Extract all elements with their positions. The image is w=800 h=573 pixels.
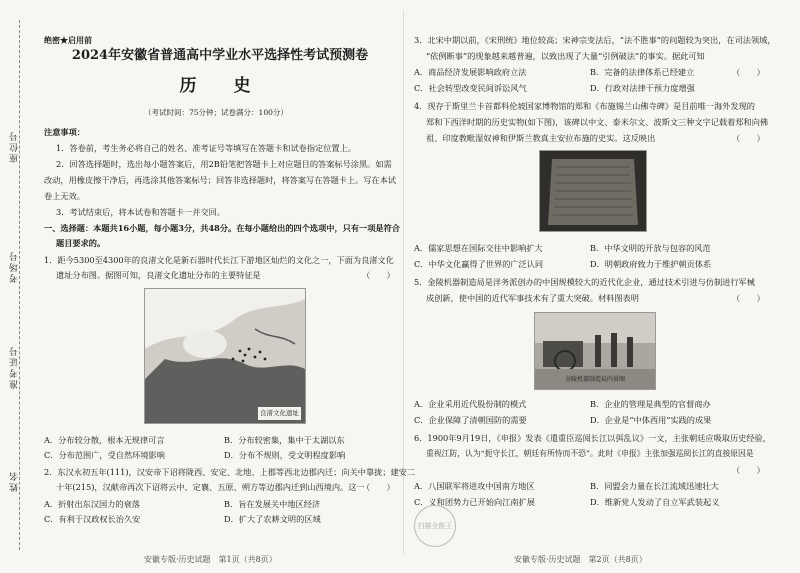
- note-line: 1．答卷前，考生务必将自己的姓名、准考证号等填写在答题卡和试卷指定位置上。: [56, 143, 356, 153]
- map-graphic: [145, 289, 305, 423]
- answer-paren: （ ）: [732, 67, 765, 77]
- exam-info: （考试时间：75分钟；试卷满分：100分）: [144, 108, 288, 117]
- answer-paren: （ ）: [732, 465, 765, 475]
- q1-stem: 1．距今5300至4300年的良渚文化是新石器时代长江下游地区灿烂的文化之一，下面为良渚文化: [44, 255, 394, 265]
- photo-caption: 金陵机器制造局内景图: [564, 376, 625, 384]
- right-page-footer: 安徽专版·历史试题 第2页（共8页）: [514, 555, 647, 564]
- answer-paren: （ ）: [362, 270, 395, 280]
- q6-option-b: B．同盟会力量在长江流域迅速壮大: [590, 481, 719, 491]
- q5-option-d: D．企业是“中体西用”实践的成果: [590, 415, 712, 425]
- zhenghe-stele-photo: [539, 150, 647, 232]
- liangzhu-site-map: [144, 288, 306, 424]
- q5-stem: 5．金陵机器制造局是洋务派创办的中国规模较大的近代化企业，通过技术引进与仿制进行军械: [414, 277, 755, 287]
- q4-option-d: D．明朝政府致力于维护朝贡体系: [590, 259, 712, 269]
- stele-graphic: [540, 151, 646, 231]
- section-heading: 题目要求的。: [56, 238, 106, 248]
- q2-option-a: A．折射出东汉国力的衰落: [44, 499, 140, 509]
- q3-option-b: B．完备的法律体系已经建立: [590, 67, 695, 77]
- q2-stem: 十年(215)，汉献帝再次下诏将云中、定襄、五原、朔方等边郡内迁到山西境内。这一: [56, 482, 365, 492]
- q5-option-c: C．企业保障了清朝国防的需要: [414, 415, 527, 425]
- q4-option-a: A．儒家思想在国际交往中影响扩大: [414, 243, 543, 253]
- answer-paren: （ ）: [362, 482, 395, 492]
- name-label: 姓名: [10, 470, 20, 492]
- binding-margin: [0, 0, 38, 573]
- q1-option-b: B．分布较密集，集中于太湖以东: [224, 435, 345, 445]
- seat-number-label: 座位号: [10, 130, 20, 163]
- q2-stem: 2．东汉永初五年(111)，汉安帝下诏将陇西、安定、北地、上郡等西北边郡内迁；向关中靠拢；建安二: [44, 467, 416, 477]
- q5-option-a: A．企业采用近代股份制的模式: [414, 399, 527, 409]
- q1-stem: 遗址分布图。据图可知，良渚文化遗址分布的主要特征是: [56, 270, 261, 280]
- q2-option-c: C．有利于汉政权长治久安: [44, 514, 141, 524]
- q6-option-d: D．维新党人发动了自立军武装起义: [590, 497, 720, 507]
- q3-option-d: D．行政对法律干预力度增强: [590, 83, 695, 93]
- q6-stem: 重视江防，认为“扼守长江，朝廷有所恃而不恐”。此时《申报》主张加强巡阅长江的直接原因是: [426, 449, 754, 458]
- map-legend-caption: 良渚文化遗址: [258, 407, 301, 420]
- note-line: 3．考试结束后，将本试卷和答题卡一并交回。: [56, 207, 225, 217]
- q3-stem: “依例断事”的现象越来越普遍，以致出现了大量“引例破法”的事实。据此可知: [426, 51, 705, 61]
- answer-paren: （ ）: [732, 133, 765, 143]
- q3-option-a: A．商品经济发展影响政府立法: [414, 67, 527, 77]
- section-heading: 一、选择题：本题共16小题，每小题3分，共48分。在每小题给出的四个选项中，只有一项是符合: [44, 223, 400, 233]
- subject-title: 历 史: [179, 76, 261, 96]
- q4-stem: 郑和下西洋时期的历史实物(如下图)，该碑以中文、泰米尔文、波斯文三种文字记载着郑和向佛: [426, 117, 769, 127]
- room-number-label: 考场号: [10, 250, 20, 283]
- q3-stem: 3．北宋中期以前，《宋刑统》地位较高；宋神宗变法后，“法不胜事”的问题较为突出，在司法领域，: [414, 35, 776, 45]
- q5-stem: 成创新，使中国的近代军事技术有了重大突破。材料图表明: [426, 293, 639, 303]
- q1-option-a: A．分布较分散，根本无规律可言: [44, 435, 165, 445]
- note-line: 2．回答选择题时，选出每小题答案后，用2B铅笔把答题卡上对应题目的答案标号涂黑。如需: [56, 159, 392, 169]
- q3-option-c: C．社会转型改变民间诉讼风气: [414, 83, 527, 93]
- ticket-number-label: 准考证号: [10, 345, 20, 389]
- notes-heading: 注意事项：: [44, 127, 85, 137]
- exam-title: 2024年安徽省普通高中学业水平选择性考试预测卷: [71, 48, 369, 63]
- left-page-footer: 安徽专版·历史试题 第1页（共8页）: [144, 555, 277, 564]
- q6-stem: 6．1900年9月19日，《申报》发表《遣重臣巡阅长江以弭乱议》一文，主张朝廷应吸取历史经验，: [414, 433, 771, 443]
- q2-option-b: B．旨在发展关中地区经济: [224, 499, 321, 509]
- q4-stem: 4．现存于斯里兰卡首都科伦坡国家博物馆的郑和《布施锡兰山佛寺碑》是目前唯一海外发现的: [414, 101, 755, 111]
- q5-option-b: B．企业的管理是典型的官督商办: [590, 399, 711, 409]
- q4-stem: 祖、印度教毗湿奴神和伊斯兰教真主安拉布施的史实。这反映出: [426, 133, 656, 143]
- secret-mark: 绝密★启用前: [44, 35, 92, 45]
- note-line: 卷上无效。: [44, 191, 85, 201]
- q6-option-a: A．八国联军将进攻中国南方地区: [414, 481, 535, 491]
- q4-option-c: C．中华文化赢得了世界的广泛认同: [414, 259, 544, 269]
- q2-option-d: D．扩大了农耕文明的区域: [224, 514, 321, 524]
- scanner-watermark: 扫描全能王: [414, 505, 456, 547]
- q6-option-c: C．义和团势力已开始向江南扩展: [414, 497, 535, 507]
- q1-option-c: C．分布范围广，受自然环境影响: [44, 450, 165, 460]
- answer-paren: （ ）: [732, 293, 765, 303]
- note-line: 改动，用橡皮擦干净后，再选涂其他答案标号；回答非选择题时，将答案写在答题卡上。写在本试: [44, 175, 397, 185]
- q4-option-b: B．中华文明的开放与包容的风范: [590, 243, 711, 253]
- q1-option-d: D．分布不规则，受文明程度影响: [224, 450, 346, 460]
- jinling-arsenal-photo: [534, 312, 656, 390]
